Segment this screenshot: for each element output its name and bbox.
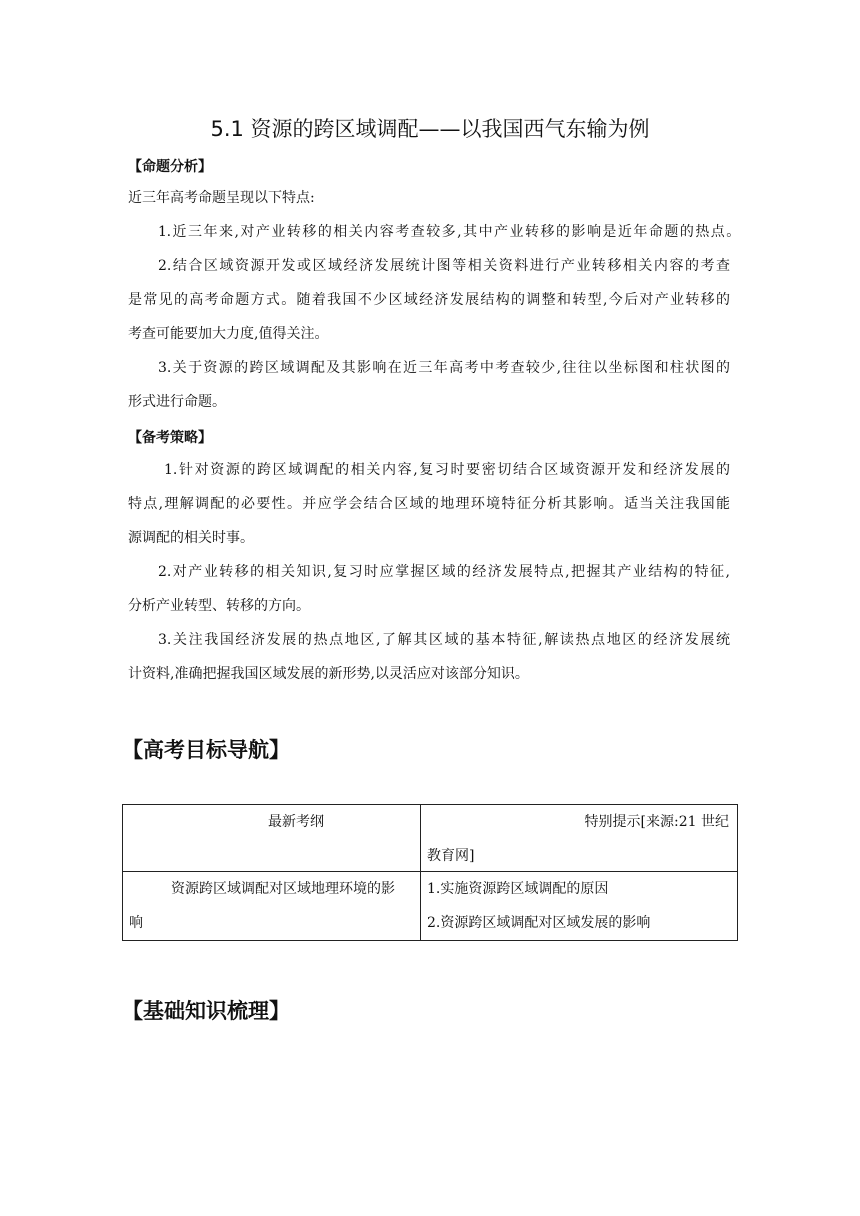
strategy-point-1-line-3: 源调配的相关时事。 <box>128 530 254 546</box>
table-cell-outline-line-1: 资源跨区域调配对区域地理环境的影 <box>171 881 395 897</box>
strategy-point-3-line-1: 3.关注我国经济发展的热点地区,了解其区域的基本特征,解读热点地区的经济发展统 <box>158 632 730 648</box>
table-row <box>123 872 738 941</box>
page-title: 5.1 资源的跨区域调配——以我国西气东输为例 <box>210 117 650 141</box>
table-header-cell-2 <box>421 805 738 872</box>
nav-heading: 【高考目标导航】 <box>122 738 290 762</box>
analysis-point-3-line-1: 3.关于资源的跨区域调配及其影响在近三年高考中考查较少,往往以坐标图和柱状图的 <box>158 360 730 376</box>
table-header-cell-1 <box>123 805 421 872</box>
analysis-point-3-line-2: 形式进行命题。 <box>128 394 226 410</box>
exam-target-table <box>122 804 738 941</box>
table-header-tips-line-2: 教育网] <box>427 848 475 864</box>
table-cell-tips-line-1: 1.实施资源跨区域调配的原因 <box>427 881 609 897</box>
strategy-point-3-line-2: 计资料,准确把握我国区域发展的新形势,以灵活应对该部分知识。 <box>128 666 529 682</box>
table-cell-tips <box>421 872 738 941</box>
analysis-point-2-line-3: 考查可能要加大力度,值得关注。 <box>128 326 329 342</box>
strategy-point-1-line-1: 1.针对资源的跨区域调配的相关内容,复习时要密切结合区域资源开发和经济发展的 <box>164 462 730 478</box>
table-cell-tips-line-2: 2.资源跨区域调配对区域发展的影响 <box>427 915 651 931</box>
strategy-point-1-line-2: 特点,理解调配的必要性。并应学会结合区域的地理环境特征分析其影响。适当关注我国能 <box>128 496 730 512</box>
table-header-outline: 最新考纲 <box>268 814 324 830</box>
table-header-tips-line-1: 特别提示[来源:21 世纪 <box>584 814 729 830</box>
basics-heading: 【基础知识梳理】 <box>122 999 290 1023</box>
analysis-point-1: 1.近三年来,对产业转移的相关内容考查较多,其中产业转移的影响是近年命题的热点。 <box>158 224 740 240</box>
strategy-point-2-line-1: 2.对产业转移的相关知识,复习时应掌握区域的经济发展特点,把握其产业结构的特征, <box>158 564 730 580</box>
analysis-heading: 【命题分析】 <box>128 159 212 175</box>
analysis-intro: 近三年高考命题呈现以下特点: <box>128 190 315 206</box>
table-cell-outline-line-2: 响 <box>129 915 143 931</box>
strategy-heading: 【备考策略】 <box>128 430 212 446</box>
strategy-point-2-line-2: 分析产业转型、转移的方向。 <box>128 598 310 614</box>
analysis-point-2-line-1: 2.结合区域资源开发或区域经济发展统计图等相关资料进行产业转移相关内容的考查 <box>158 258 730 274</box>
analysis-point-2-line-2: 是常见的高考命题方式。随着我国不少区域经济发展结构的调整和转型,今后对产业转移的 <box>128 292 730 308</box>
table-cell-outline <box>123 872 421 941</box>
table-header-row <box>123 805 738 872</box>
